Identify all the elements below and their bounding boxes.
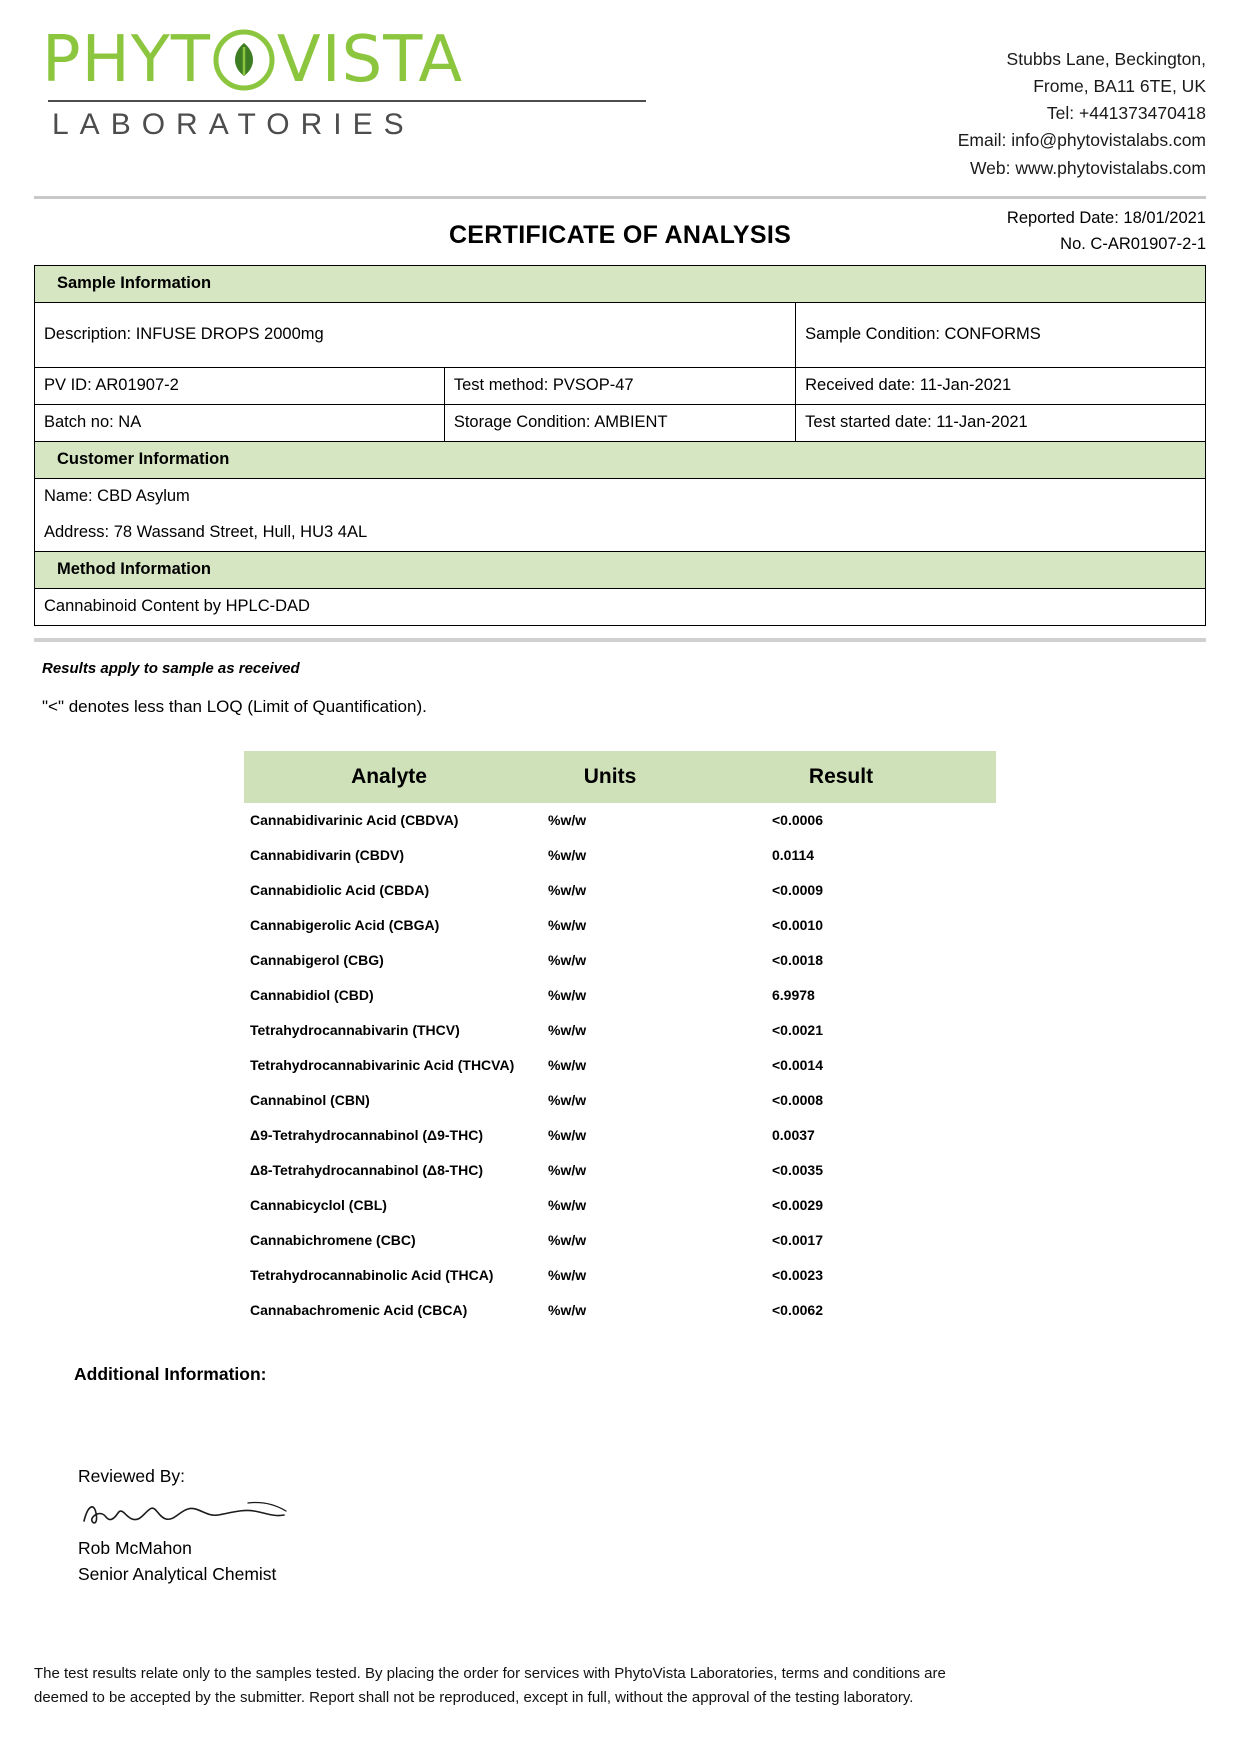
analyte-units: %w/w bbox=[548, 1092, 587, 1109]
analyte-units: %w/w bbox=[548, 1302, 587, 1319]
analyte-result: <0.0009 bbox=[772, 882, 823, 899]
received-date: Received date: 11-Jan-2021 bbox=[796, 367, 1206, 404]
report-number: No. C-AR01907-2-1 bbox=[1060, 235, 1206, 254]
analyte-result: 0.0037 bbox=[772, 1127, 815, 1144]
results-body bbox=[244, 803, 996, 1328]
analyte-name: Cannabinol (CBN) bbox=[250, 1092, 370, 1109]
analyte-units: %w/w bbox=[548, 1232, 587, 1249]
sample-information-heading: Sample Information bbox=[35, 265, 1206, 302]
analyte-name: Cannabigerolic Acid (CBGA) bbox=[250, 917, 440, 934]
signature-image bbox=[78, 1491, 338, 1533]
analyte-units: %w/w bbox=[548, 847, 587, 864]
contact-address-line1: Stubbs Lane, Beckington, bbox=[1006, 49, 1206, 69]
analyte-units: %w/w bbox=[548, 1197, 587, 1214]
sample-condition: Sample Condition: CONFORMS bbox=[796, 302, 1206, 367]
analyte-units: %w/w bbox=[548, 952, 587, 969]
contact-address-line2: Frome, BA11 6TE, UK bbox=[1033, 76, 1206, 97]
footer-line-1: The test results relate only to the samples tested. By placing the order for services with PhytoVista Laboratories, terms and conditions are bbox=[34, 1665, 946, 1682]
table-row bbox=[244, 1083, 996, 1118]
table-row bbox=[244, 1048, 996, 1083]
table-row bbox=[244, 873, 996, 908]
logo-divider bbox=[48, 100, 646, 102]
analyte-units: %w/w bbox=[548, 987, 587, 1004]
table-row bbox=[35, 404, 1206, 441]
reviewer-name: Rob McMahon bbox=[78, 1537, 192, 1558]
page-title: CERTIFICATE OF ANALYSIS bbox=[448, 220, 792, 249]
analyte-result: <0.0014 bbox=[772, 1057, 823, 1074]
column-header-analyte: Analyte bbox=[244, 751, 534, 803]
analyte-name: Tetrahydrocannabivarinic Acid (THCVA) bbox=[250, 1057, 515, 1074]
results-section bbox=[34, 751, 1206, 1328]
analyte-result: <0.0010 bbox=[772, 917, 823, 934]
method-information-heading: Method Information bbox=[35, 551, 1206, 588]
analyte-name: Cannabachromenic Acid (CBCA) bbox=[250, 1302, 468, 1319]
analyte-result: <0.0029 bbox=[772, 1197, 823, 1214]
pv-id: PV ID: AR01907-2 bbox=[35, 367, 445, 404]
contact-web: Web: www.phytovistalabs.com bbox=[969, 157, 1206, 178]
table-row bbox=[244, 943, 996, 978]
analyte-name: Δ8-Tetrahydrocannabinol (Δ8-THC) bbox=[250, 1162, 483, 1179]
analyte-name: Cannabidiolic Acid (CBDA) bbox=[250, 882, 430, 899]
results-apply-note: Results apply to sample as received bbox=[42, 659, 300, 677]
document-footer bbox=[34, 1662, 1206, 1710]
reported-date: Reported Date: 18/01/2021 bbox=[1006, 208, 1206, 227]
method-text: Cannabinoid Content by HPLC-DAD bbox=[35, 588, 1206, 625]
batch-no: Batch no: NA bbox=[35, 404, 445, 441]
review-block bbox=[78, 1463, 1206, 1588]
analyte-result: <0.0006 bbox=[772, 812, 823, 829]
analyte-name: Cannabichromene (CBC) bbox=[250, 1232, 416, 1249]
table-row bbox=[35, 478, 1206, 515]
analyte-units: %w/w bbox=[548, 1267, 587, 1284]
table-row bbox=[244, 978, 996, 1013]
analyte-result: 0.0114 bbox=[772, 847, 815, 864]
brand-name-part2: VISTA bbox=[276, 23, 464, 97]
analyte-name: Tetrahydrocannabivarin (THCV) bbox=[250, 1022, 460, 1039]
table-row bbox=[35, 515, 1206, 552]
table-row bbox=[35, 302, 1206, 367]
table-row bbox=[244, 1153, 996, 1188]
table-row bbox=[244, 1188, 996, 1223]
results-table bbox=[244, 751, 996, 1328]
analyte-result: <0.0008 bbox=[772, 1092, 823, 1109]
table-row bbox=[35, 367, 1206, 404]
analyte-name: Cannabidiol (CBD) bbox=[250, 987, 374, 1004]
analyte-units: %w/w bbox=[548, 1127, 587, 1144]
footer-line-2: deemed to be accepted by the submitter. Report shall not be reproduced, except in full, without the approval of the testing laboratory. bbox=[34, 1689, 914, 1706]
analyte-result: <0.0017 bbox=[772, 1232, 823, 1249]
storage-condition: Storage Condition: AMBIENT bbox=[444, 404, 795, 441]
analyte-name: Tetrahydrocannabinolic Acid (THCA) bbox=[250, 1267, 494, 1284]
analyte-name: Cannabidivarin (CBDV) bbox=[250, 847, 405, 864]
analyte-units: %w/w bbox=[548, 1162, 587, 1179]
analyte-result: <0.0023 bbox=[772, 1267, 823, 1284]
table-row bbox=[244, 1223, 996, 1258]
analyte-units: %w/w bbox=[548, 882, 587, 899]
table-row bbox=[244, 1118, 996, 1153]
table-row bbox=[244, 1293, 996, 1328]
analyte-result: <0.0062 bbox=[772, 1302, 823, 1319]
analyte-result: 6.9978 bbox=[772, 987, 815, 1004]
contact-email: Email: info@phytovistalabs.com bbox=[957, 130, 1206, 151]
title-row bbox=[34, 199, 1206, 265]
analyte-name: Δ9-Tetrahydrocannabinol (Δ9-THC) bbox=[250, 1127, 483, 1144]
analyte-units: %w/w bbox=[548, 1057, 587, 1074]
document-header bbox=[34, 23, 1206, 182]
contact-tel: Tel: +441373470418 bbox=[1046, 103, 1206, 124]
additional-information-label: Additional Information: bbox=[74, 1363, 267, 1384]
brand-name-part1: PHYT bbox=[42, 23, 211, 97]
report-meta bbox=[1007, 205, 1206, 258]
customer-information-heading: Customer Information bbox=[35, 441, 1206, 478]
table-row bbox=[244, 1013, 996, 1048]
analyte-name: Cannabigerol (CBG) bbox=[250, 952, 384, 969]
brand-subtitle: LABORATORIES bbox=[52, 108, 415, 141]
analyte-units: %w/w bbox=[548, 917, 587, 934]
reviewed-by-label: Reviewed By: bbox=[78, 1465, 185, 1486]
analyte-name: Cannabicyclol (CBL) bbox=[250, 1197, 387, 1214]
analyte-units: %w/w bbox=[548, 812, 587, 829]
analyte-name: Cannabidivarinic Acid (CBDVA) bbox=[250, 812, 459, 829]
table-row bbox=[35, 441, 1206, 478]
test-method: Test method: PVSOP-47 bbox=[444, 367, 795, 404]
analyte-result: <0.0021 bbox=[772, 1022, 823, 1039]
table-row bbox=[35, 265, 1206, 302]
column-header-units: Units bbox=[534, 751, 686, 803]
customer-name: Name: CBD Asylum bbox=[35, 478, 1206, 515]
analyte-units: %w/w bbox=[548, 1022, 587, 1039]
table-row bbox=[35, 588, 1206, 625]
table-row bbox=[244, 1258, 996, 1293]
table-row bbox=[244, 908, 996, 943]
table-row bbox=[244, 803, 996, 838]
analyte-result: <0.0035 bbox=[772, 1162, 823, 1179]
sample-description: Description: INFUSE DROPS 2000mg bbox=[35, 302, 796, 367]
analyte-result: <0.0018 bbox=[772, 952, 823, 969]
section-divider bbox=[34, 638, 1206, 642]
reviewer-role: Senior Analytical Chemist bbox=[78, 1564, 277, 1585]
results-header-row bbox=[244, 751, 996, 803]
leaf-icon bbox=[213, 29, 275, 91]
sample-information-table bbox=[34, 265, 1206, 626]
loq-note: "<" denotes less than LOQ (Limit of Quantification). bbox=[42, 696, 427, 716]
test-started-date: Test started date: 11-Jan-2021 bbox=[796, 404, 1206, 441]
lab-contact-block bbox=[958, 28, 1206, 182]
brand-wordmark bbox=[42, 23, 652, 97]
table-row bbox=[35, 551, 1206, 588]
column-header-result: Result bbox=[686, 751, 996, 803]
table-row bbox=[244, 838, 996, 873]
brand-logo bbox=[34, 23, 652, 142]
customer-address: Address: 78 Wassand Street, Hull, HU3 4AL bbox=[35, 515, 1206, 552]
